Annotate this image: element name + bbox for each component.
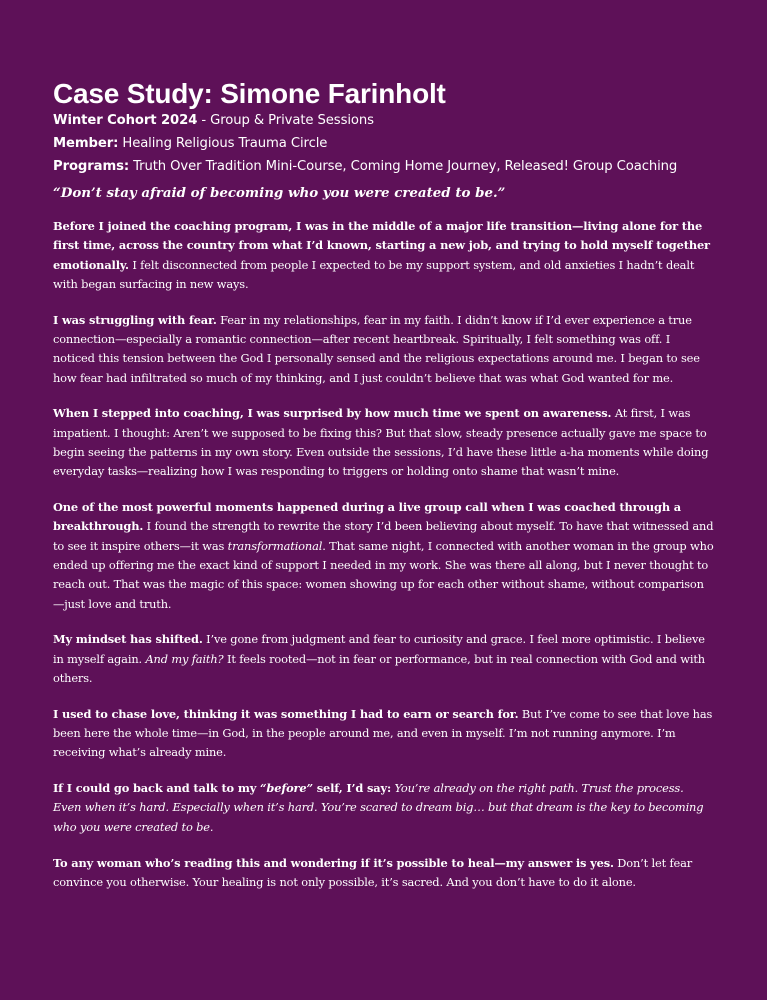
paragraph-text: But I’ve come to see that love has been here the whole time—in God, in the people around me, and even in myself. I’m not running anymore. I’m receiving what’s already mine.	[53, 706, 713, 760]
paragraph-emphasis: “before”	[260, 781, 313, 796]
paragraph-lead: When I stepped into coaching, I was surprised by how much time we spent on awareness.	[53, 406, 612, 421]
paragraph-love	[53, 705, 715, 763]
paragraph-emphasis: You’re already on the right path. Trust the process. Even when it’s hard. Especially when it’s hard. You’re scared to dream big… but that dream is the key to becoming who you were created to be.	[53, 781, 704, 834]
pull-quote: “Don’t stay afraid of becoming who you were created to be.”	[53, 185, 506, 201]
paragraph-text: Don’t let fear convince you otherwise. Your healing is not only possible, it’s sacred. And you don’t have to do it alone.	[53, 855, 693, 889]
programs-label: Programs:	[53, 159, 130, 174]
paragraph-closing	[53, 854, 715, 893]
paragraph-mindset	[53, 630, 715, 688]
programs-value: Truth Over Tradition Mini-Course, Coming Home Journey, Released! Group Coaching	[129, 159, 678, 174]
paragraph-advice	[53, 779, 715, 837]
cohort-detail: - Group & Private Sessions	[197, 113, 374, 128]
paragraph-emphasis: And my faith?	[145, 651, 224, 666]
paragraph-lead: self, I’d say:	[312, 781, 392, 796]
paragraph-lead: Before I joined the coaching program, I was in the middle of a major life transition—living alone for the first time, across the country from what I’d known, starting a new job, and trying to hold myself together emotionally.	[53, 219, 710, 272]
paragraph-lead: To any woman who’s reading this and wondering if it’s possible to heal—my answer is yes.	[53, 855, 614, 870]
paragraph-transition	[53, 217, 715, 294]
paragraph-lead: I used to chase love, thinking it was something I had to earn or search for.	[53, 706, 519, 721]
paragraph-text: . That same night, I connected with another woman in the group who ended up offering me the exact kind of support I needed in my work. She was there all along, but I never thought to reach out. That was the magic of this space: women showing up for each other without shame, without comparison—just love and truth.	[53, 538, 714, 611]
member-label: Member:	[53, 136, 119, 151]
paragraph-lead: My mindset has shifted.	[53, 632, 203, 647]
page-title: Case Study: Simone Farinholt	[53, 78, 446, 109]
paragraph-lead: One of the most powerful moments happened during a live group call when I was coached through a breakthrough.	[53, 500, 682, 534]
paragraph-fear	[53, 311, 715, 388]
member-line	[53, 135, 715, 153]
programs-line	[53, 158, 715, 176]
paragraph-lead: I was struggling with fear.	[53, 312, 217, 327]
cohort-line	[53, 112, 715, 130]
paragraph-text: Fear in my relationships, fear in my faith. I didn’t know if I’d ever experience a true connection—especially a romantic connection—after recent heartbreak. Spiritually, I felt something was off. I noticed this tension between the God I personally sensed and the religious expectations around me. I began to see how fear had infiltrated so much of my thinking, and I just couldn’t believe that was what God wanted for me.	[53, 312, 700, 385]
paragraph-emphasis: transformational	[227, 538, 323, 553]
paragraph-breakthrough	[53, 498, 715, 614]
paragraph-text: At first, I was impatient. I thought: Aren’t we supposed to be fixing this? But that slow, steady presence actually gave me space to begin seeing the patterns in my own story. Even outside the sessions, I’d have these little a-ha moments while doing everyday tasks—realizing how I was responding to triggers or holding onto shame that wasn’t mine.	[53, 406, 709, 479]
paragraph-text: It feels rooted—not in fear or performance, but in real connection with God and with others.	[53, 651, 705, 685]
paragraph-text: I’ve gone from judgment and fear to curiosity and grace. I feel more optimistic. I believe in myself again.	[53, 632, 705, 666]
paragraph-awareness	[53, 404, 715, 481]
paragraph-text: I felt disconnected from people I expected to be my support system, and old anxieties I hadn’t dealt with began surfacing in new ways.	[53, 257, 695, 291]
paragraph-lead: If I could go back and talk to my	[53, 781, 261, 796]
cohort-label: Winter Cohort 2024	[53, 113, 198, 128]
member-value: Healing Religious Trauma Circle	[118, 136, 328, 151]
paragraph-text: I found the strength to rewrite the story I’d been believing about myself. To have that witnessed and to see it inspire others—it was	[53, 519, 714, 553]
document-content	[53, 76, 715, 909]
testimonial-body	[53, 217, 715, 892]
